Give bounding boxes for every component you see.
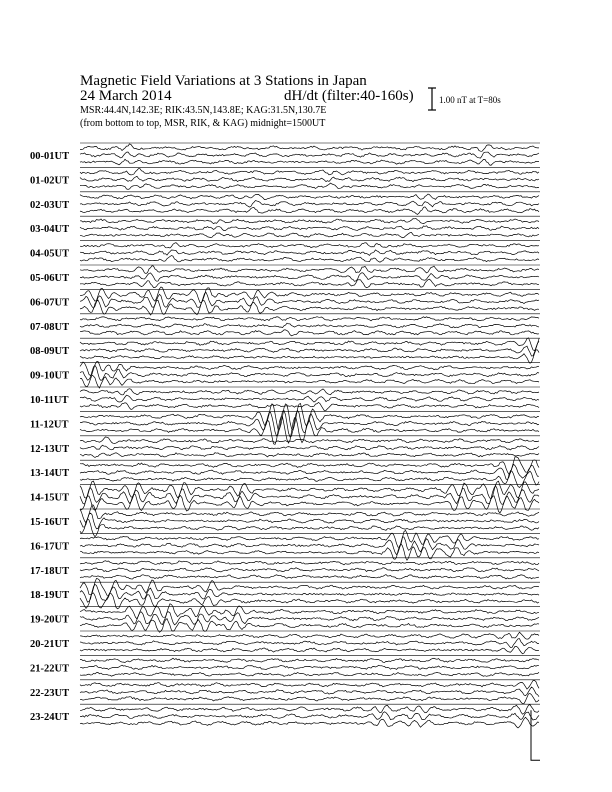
hourly-panels (30, 143, 540, 760)
title-block (80, 73, 414, 129)
trace-kag (80, 219, 539, 224)
trace-kag (80, 578, 539, 595)
trace-msr (80, 619, 539, 633)
scale-bar (428, 88, 501, 110)
panel-21-22UT (30, 655, 540, 676)
trace-rik (80, 612, 539, 625)
panel-10-11UT (30, 387, 540, 411)
trace-rik (80, 152, 539, 158)
panel-label: 21-22UT (30, 663, 70, 675)
panel-label: 03-04UT (30, 224, 70, 236)
station-order-note: (from bottom to top, MSR, RIK, & KAG) midnight=1500UT (80, 118, 326, 129)
trace-kag (80, 194, 539, 200)
panel-18-19UT (30, 578, 540, 608)
trace-kag (80, 561, 539, 565)
scale-bar-label: 1.00 nT at T=80s (439, 95, 501, 105)
panel-label: 18-19UT (30, 590, 70, 602)
trace-msr (80, 375, 539, 388)
panel-label: 23-24UT (30, 712, 70, 724)
trace-msr (80, 694, 539, 704)
trace-rik (80, 176, 539, 181)
panel-label: 04-05UT (30, 248, 70, 260)
trace-msr (80, 159, 539, 165)
trace-msr (80, 717, 539, 728)
trace-rik (80, 201, 539, 208)
trace-kag (80, 317, 539, 321)
trace-rik (80, 411, 539, 437)
trace-rik (80, 226, 539, 231)
panel-label: 13-14UT (30, 468, 70, 480)
panel-label: 17-18UT (30, 565, 70, 577)
trace-msr (80, 183, 539, 189)
panel-00-01UT (30, 143, 540, 165)
panel-11-12UT (30, 404, 540, 445)
panel-label: 09-10UT (30, 370, 70, 382)
panel-12-13UT (30, 436, 540, 458)
panel-label: 10-11UT (30, 395, 69, 406)
end-spike (531, 710, 540, 760)
chart-title: Magnetic Field Variations at 3 Stations in Japan (80, 73, 367, 89)
trace-rik (80, 665, 539, 669)
trace-rik (80, 712, 539, 720)
panel-label: 08-09UT (30, 346, 70, 358)
trace-msr (80, 233, 539, 238)
trace-kag (80, 705, 539, 715)
panel-label: 11-12UT (30, 419, 69, 431)
panel-07-08UT (30, 314, 540, 336)
trace-kag (80, 632, 539, 639)
station-coordinates: MSR:44.4N,142.3E; RIK:43.5N,143.8E; KAG:31.5N,130.7E (80, 105, 327, 116)
trace-msr (80, 575, 539, 580)
trace-rik (80, 395, 539, 402)
trace-msr (80, 402, 539, 411)
panel-label: 00-01UT (30, 151, 70, 162)
trace-msr (80, 494, 539, 513)
panel-label: 22-23UT (30, 687, 70, 699)
panel-04-05UT (30, 241, 540, 263)
panel-16-17UT (30, 530, 540, 560)
trace-msr (80, 646, 539, 654)
chart-date: 24 March 2014 (80, 88, 172, 104)
trace-rik (80, 250, 539, 256)
trace-kag (80, 362, 539, 376)
panel-label: 14-15UT (30, 492, 70, 504)
panel-22-23UT (30, 680, 540, 704)
trace-msr (80, 350, 539, 364)
trace-rik (80, 568, 539, 572)
trace-rik (80, 513, 539, 529)
panel-label: 16-17UT (30, 541, 70, 553)
panel-05-06UT (30, 265, 540, 288)
trace-kag (80, 169, 539, 175)
trace-rik (80, 273, 539, 282)
panel-17-18UT (30, 558, 540, 579)
panel-15-16UT (30, 505, 540, 537)
trace-msr (80, 453, 539, 458)
panel-label: 12-13UT (30, 443, 70, 455)
trace-rik (80, 687, 539, 697)
trace-msr (80, 256, 539, 263)
trace-kag (80, 680, 539, 689)
panel-08-09UT (30, 338, 540, 363)
trace-msr (80, 672, 539, 676)
trace-kag (80, 266, 539, 274)
trace-rik (80, 323, 539, 328)
trace-msr (80, 330, 539, 336)
trace-msr (80, 417, 539, 445)
panel-label: 07-08UT (30, 321, 70, 333)
trace-msr (80, 519, 539, 537)
trace-rik (80, 639, 539, 648)
trace-kag (80, 437, 539, 444)
trace-kag (80, 481, 539, 499)
panel-03-04UT (30, 216, 540, 238)
panel-02-03UT (30, 192, 540, 215)
panel-23-24UT (30, 704, 540, 728)
panel-01-02UT (30, 167, 540, 189)
panel-label: 06-07UT (30, 297, 70, 309)
trace-msr (80, 207, 539, 215)
panel-label: 02-03UT (30, 199, 70, 211)
panel-label: 05-06UT (30, 273, 70, 284)
panel-14-15UT (30, 481, 540, 513)
panel-label: 15-16UT (30, 517, 70, 528)
chart-mode: dH/dt (filter:40-160s) (284, 88, 414, 104)
trace-rik (80, 445, 539, 450)
panel-label: 01-02UT (30, 175, 70, 187)
panel-20-21UT (30, 631, 540, 654)
trace-kag (80, 658, 539, 662)
trace-kag (80, 144, 539, 151)
trace-msr (80, 279, 539, 288)
panel-13-14UT (30, 457, 540, 488)
trace-kag (80, 389, 539, 395)
panel-09-10UT (30, 362, 540, 389)
panel-label: 19-20UT (30, 614, 70, 626)
trace-kag (80, 243, 539, 248)
panel-label: 20-21UT (30, 639, 70, 650)
trace-kag (80, 604, 539, 619)
panel-06-07UT (30, 287, 540, 315)
panel-19-20UT (30, 604, 540, 633)
